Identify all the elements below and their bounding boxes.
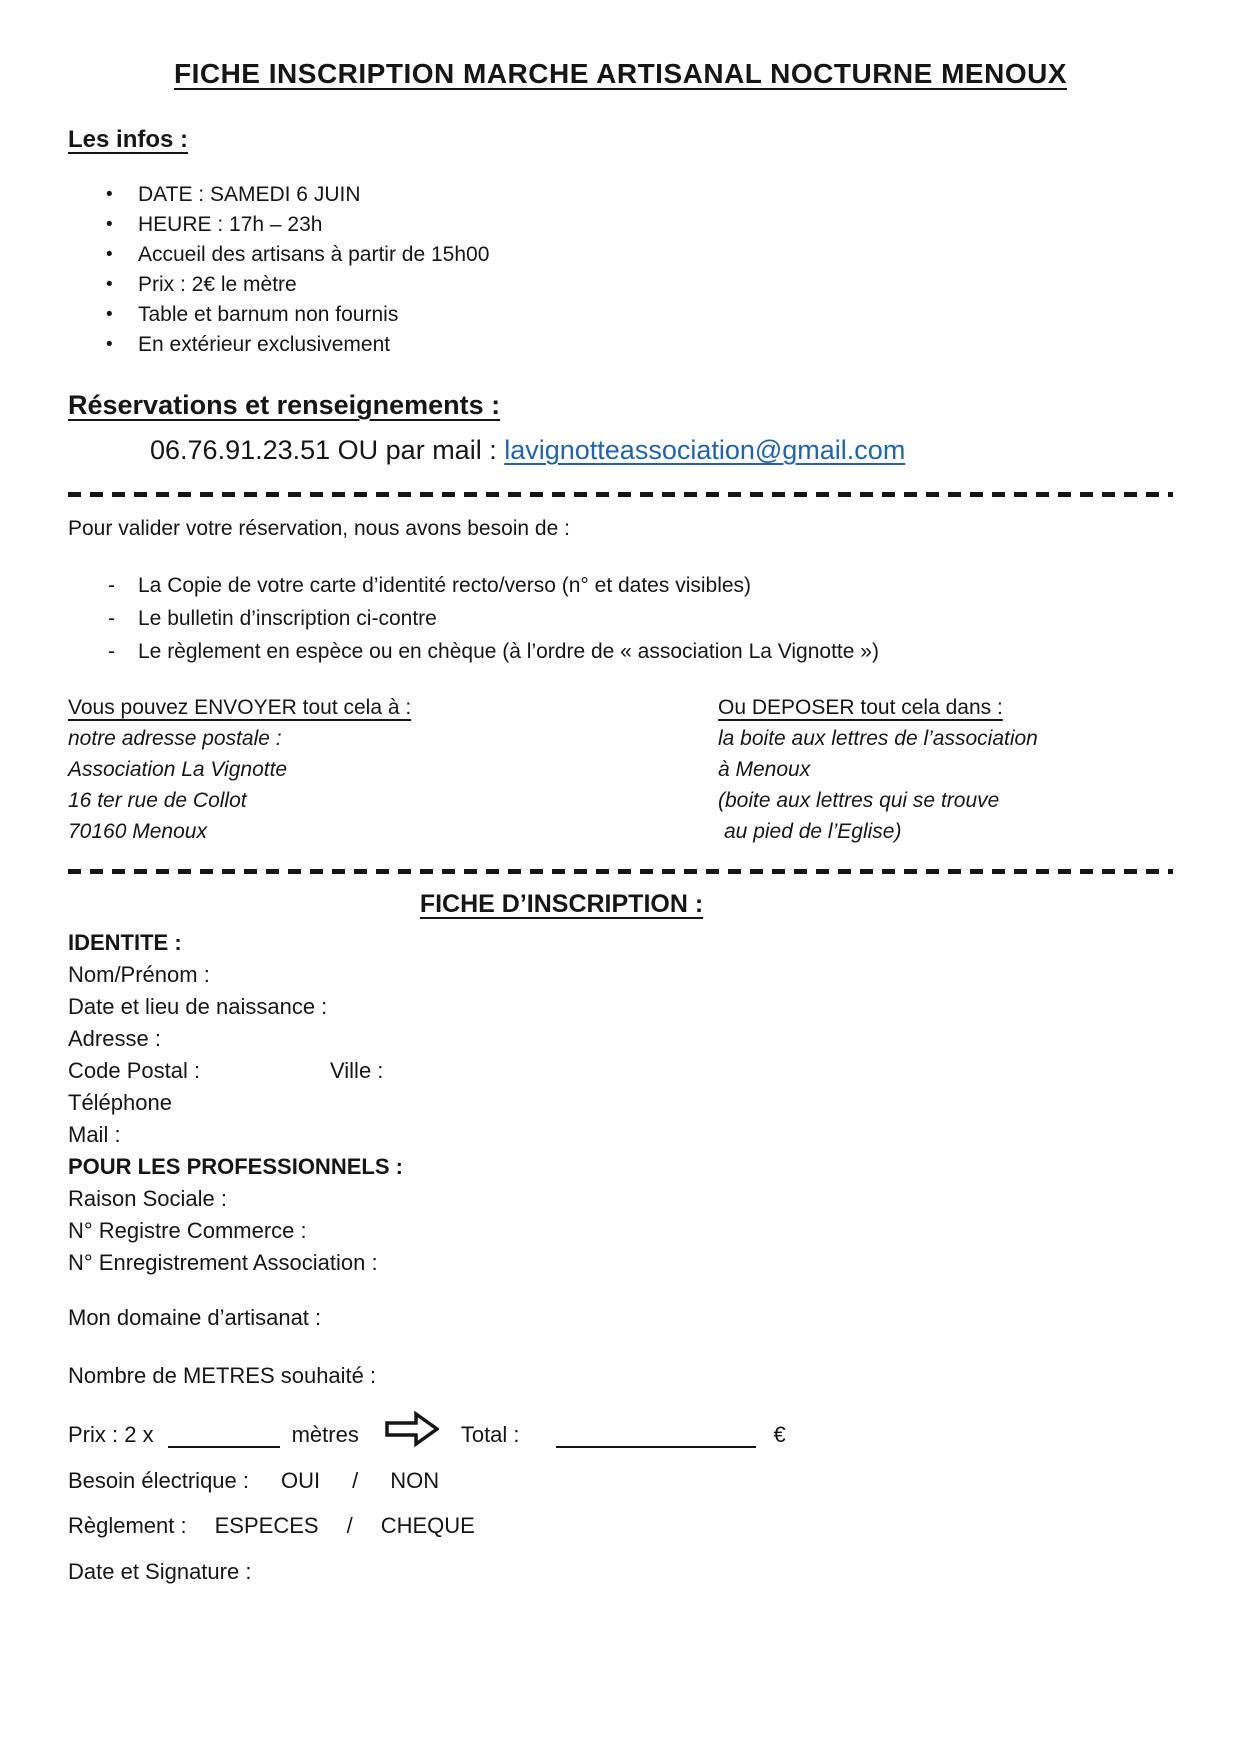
slash-separator: / <box>346 1513 353 1538</box>
validation-intro: Pour valider votre réservation, nous avons besoin de : <box>68 517 570 540</box>
list-item: • HEURE : 17h – 23h <box>68 210 1173 240</box>
right-arrow-icon <box>385 1410 439 1448</box>
field-label-enregistrement-association: N° Enregistrement Association : <box>68 1250 378 1275</box>
reservations-heading: Réservations et renseignements : <box>68 390 501 420</box>
payment-option-especes: ESPECES <box>214 1513 319 1538</box>
list-item: - Le bulletin d’inscription ci-contre <box>68 602 1173 635</box>
total-blank-field <box>556 1426 756 1448</box>
list-item: • Table et barnum non fournis <box>68 300 1173 330</box>
deposit-line: la boite aux lettres de l’association <box>718 727 1038 750</box>
field-label-telephone: Téléphone <box>68 1090 172 1115</box>
infos-heading: Les infos : <box>68 126 189 153</box>
field-label-code-postal: Code Postal : <box>68 1058 201 1083</box>
field-label-raison-sociale: Raison Sociale : <box>68 1186 227 1211</box>
send-column <box>68 692 718 847</box>
deposit-column <box>718 692 1173 847</box>
payment-row <box>68 1513 1173 1539</box>
list-item: - La Copie de votre carte d’identité recto/verso (n° et dates visibles) <box>68 569 1173 602</box>
list-item: • En extérieur exclusivement <box>68 330 1173 360</box>
send-line: Association La Vignotte <box>68 758 288 781</box>
field-row-cp-ville <box>68 1055 1173 1087</box>
field-label-mail: Mail : <box>68 1122 121 1147</box>
email-link[interactable]: lavignotteassociation@gmail.com <box>504 435 906 465</box>
field-label-registre-commerce: N° Registre Commerce : <box>68 1218 307 1243</box>
validation-list <box>68 569 1173 668</box>
infos-list <box>68 180 1173 360</box>
contact-line <box>68 435 1173 466</box>
dashed-separator <box>68 869 1173 874</box>
field-label-domaine: Mon domaine d’artisanat : <box>68 1305 322 1330</box>
list-item: • DATE : SAMEDI 6 JUIN <box>68 180 1173 210</box>
total-label: Total : <box>460 1422 520 1447</box>
price-label: Prix : 2 x <box>68 1422 154 1447</box>
pro-heading: POUR LES PROFESSIONNELS : <box>68 1154 403 1179</box>
page-title: FICHE INSCRIPTION MARCHE ARTISANAL NOCTURNE MENOUX <box>173 58 1067 89</box>
list-item: • Prix : 2€ le mètre <box>68 270 1173 300</box>
list-item: - Le règlement en espèce ou en chèque (à l’ordre de « association La Vignotte ») <box>68 635 1173 668</box>
list-item: • Accueil des artisans à partir de 15h00 <box>68 240 1173 270</box>
payment-option-cheque: CHEQUE <box>380 1513 475 1538</box>
send-line: 16 ter rue de Collot <box>68 789 247 812</box>
form-fields <box>68 927 1173 1279</box>
form-heading: FICHE D’INSCRIPTION : <box>419 890 704 918</box>
field-label-nom: Nom/Prénom : <box>68 962 210 987</box>
deposit-line: au pied de l’Eglise) <box>724 820 902 843</box>
send-line: 70160 Menoux <box>68 820 207 843</box>
identity-heading: IDENTITE : <box>68 930 182 955</box>
field-label-naissance: Date et lieu de naissance : <box>68 994 328 1019</box>
dashed-separator <box>68 492 1173 497</box>
euro-sign: € <box>773 1422 786 1447</box>
deposit-line: à Menoux <box>718 758 811 781</box>
payment-label: Règlement : <box>68 1513 187 1538</box>
field-label-adresse: Adresse : <box>68 1026 161 1051</box>
electric-label: Besoin électrique : <box>68 1468 249 1493</box>
metres-blank-field <box>168 1426 280 1448</box>
phone-number: 06.76.91.23.51 OU par mail : <box>150 435 505 465</box>
field-label-ville: Ville : <box>330 1058 384 1083</box>
deposit-line: (boite aux lettres qui se trouve <box>718 789 1000 812</box>
address-columns <box>68 692 1173 847</box>
signature-label: Date et Signature : <box>68 1559 252 1584</box>
send-heading: Vous pouvez ENVOYER tout cela à : <box>68 696 412 719</box>
price-row <box>68 1410 1173 1448</box>
field-label-metres: Nombre de METRES souhaité : <box>68 1363 377 1388</box>
electric-option-oui: OUI <box>281 1468 321 1493</box>
electric-option-non: NON <box>390 1468 440 1493</box>
metres-word: mètres <box>291 1422 359 1447</box>
electric-row <box>68 1468 1173 1494</box>
send-line: notre adresse postale : <box>68 727 282 750</box>
deposit-heading: Ou DEPOSER tout cela dans : <box>718 696 1003 719</box>
slash-separator: / <box>352 1468 359 1493</box>
